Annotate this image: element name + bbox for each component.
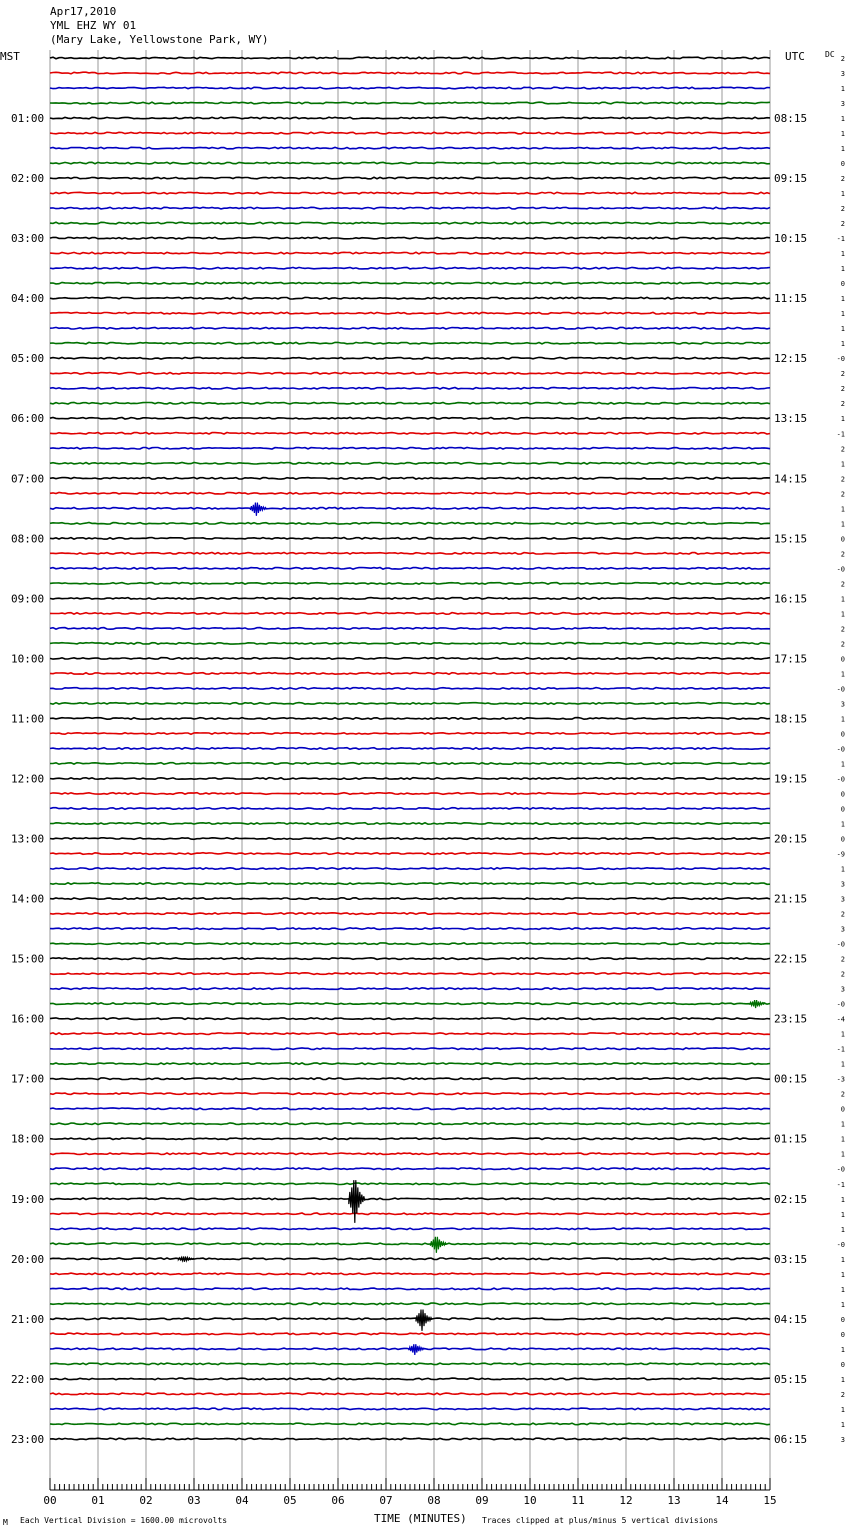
seismic-event-mark (409, 1344, 425, 1355)
trace-row (50, 282, 770, 284)
left-hour-label: 21:00 (11, 1312, 45, 1326)
dc-offset-value: 3 (840, 895, 845, 904)
left-hour-label: 10:00 (11, 652, 45, 666)
trace-row (50, 237, 770, 239)
dc-offset-value: -0 (836, 685, 845, 694)
x-tick-label: 10 (523, 1494, 537, 1507)
left-hour-label: 14:00 (11, 892, 45, 906)
dc-offset-value: 0 (840, 835, 845, 844)
trace-row (50, 793, 770, 795)
trace-row (50, 72, 770, 74)
x-tick-label: 12 (619, 1494, 633, 1507)
trace-row (50, 658, 770, 660)
dc-offset-value: 2 (840, 625, 845, 634)
x-axis-title: TIME (MINUTES) (374, 1512, 467, 1525)
dc-offset-value: -0 (836, 745, 845, 754)
dc-offset-value: 1 (840, 820, 845, 829)
dc-offset-value: -0 (836, 355, 845, 364)
trace-row (50, 853, 770, 855)
left-hour-label: 17:00 (11, 1072, 45, 1086)
trace-row (50, 1063, 770, 1065)
x-tick-label: 06 (331, 1494, 345, 1507)
trace-row (50, 628, 770, 630)
dc-offset-value: 1 (840, 1285, 845, 1294)
trace-row (50, 1243, 770, 1245)
trace-row (50, 162, 770, 164)
x-tick-label: 00 (43, 1494, 57, 1507)
left-hour-label: 04:00 (11, 292, 45, 306)
right-hour-label: 02:15 (774, 1192, 808, 1206)
trace-row (50, 1423, 770, 1425)
right-hour-label: 18:15 (774, 712, 808, 726)
trace-row (50, 928, 770, 930)
trace-row (50, 1198, 770, 1200)
dc-offset-value: 1 (840, 415, 845, 424)
dc-offset-value: 1 (840, 115, 845, 124)
plot-date: Apr17,2010 (50, 5, 117, 18)
trace-row (50, 868, 770, 870)
right-hour-label: 00:15 (774, 1072, 808, 1086)
trace-row (50, 267, 770, 269)
trace-row (50, 568, 770, 570)
trace-row (50, 898, 770, 900)
trace-row (50, 1018, 770, 1020)
dc-offset-value: 1 (840, 85, 845, 94)
dc-offset-value: 1 (840, 1135, 845, 1144)
dc-offset-value: 2 (840, 1090, 845, 1099)
right-hour-label: 23:15 (774, 1012, 808, 1026)
left-hour-label: 06:00 (11, 412, 45, 426)
dc-offset-value: -1 (836, 1180, 845, 1189)
trace-row (50, 538, 770, 540)
right-hour-label: 12:15 (774, 352, 808, 366)
dc-offset-value: 2 (840, 550, 845, 559)
dc-offset-value: 1 (840, 1420, 845, 1429)
trace-row (50, 1153, 770, 1155)
right-hour-label: 03:15 (774, 1252, 808, 1266)
trace-row (50, 297, 770, 299)
trace-row (50, 973, 770, 975)
dc-offset-value: 2 (840, 490, 845, 499)
trace-row (50, 132, 770, 134)
trace-row (50, 958, 770, 960)
dc-offset-value: 1 (840, 325, 845, 334)
trace-row (50, 312, 770, 314)
left-hour-label: 22:00 (11, 1372, 45, 1386)
trace-row (50, 102, 770, 104)
left-hour-label: 02:00 (11, 172, 45, 186)
dc-offset-value: 3 (840, 100, 845, 109)
trace-row (50, 1363, 770, 1365)
left-hour-label: 18:00 (11, 1132, 45, 1146)
seismic-event-mark (178, 1257, 194, 1262)
dc-offset-value: 2 (840, 220, 845, 229)
dc-offset-value: -1 (836, 430, 845, 439)
right-hour-label: 19:15 (774, 772, 808, 786)
dc-offset-value: 2 (840, 910, 845, 919)
dc-offset-value: -0 (836, 1000, 845, 1009)
trace-row (50, 1258, 770, 1260)
trace-row (50, 493, 770, 495)
right-hour-label: 20:15 (774, 832, 808, 846)
dc-offset-value: 1 (840, 250, 845, 259)
trace-row (50, 688, 770, 690)
trace-row (50, 417, 770, 419)
trace-row (50, 192, 770, 194)
trace-row (50, 1123, 770, 1125)
dc-offset-value: 3 (840, 985, 845, 994)
x-tick-label: 07 (379, 1494, 393, 1507)
trace-row (50, 838, 770, 840)
dc-offset-value: 1 (840, 1270, 845, 1279)
dc-offset-value: -0 (836, 1165, 845, 1174)
dc-offset-value: 2 (840, 205, 845, 214)
left-hour-label: 03:00 (11, 232, 45, 246)
dc-offset-value: 0 (840, 790, 845, 799)
dc-offset-value: 1 (840, 670, 845, 679)
trace-row (50, 943, 770, 945)
trace-row (50, 1378, 770, 1380)
left-hour-label: 01:00 (11, 112, 45, 126)
dc-offset-value: 1 (840, 595, 845, 604)
dc-offset-value: 1 (840, 760, 845, 769)
right-hour-label: 15:15 (774, 532, 808, 546)
dc-offset-value: 3 (840, 700, 845, 709)
dc-offset-value: 1 (840, 145, 845, 154)
trace-row (50, 1168, 770, 1170)
trace-row (50, 778, 770, 780)
trace-row (50, 613, 770, 615)
left-hour-label: 05:00 (11, 352, 45, 366)
right-hour-label: 06:15 (774, 1432, 808, 1446)
trace-row (50, 703, 770, 705)
dc-offset-value: 1 (840, 310, 845, 319)
dc-offset-value: 1 (840, 130, 845, 139)
dc-offset-value: 2 (840, 55, 845, 63)
left-hour-label: 16:00 (11, 1012, 45, 1026)
dc-offset-value: 1 (840, 520, 845, 529)
dc-offset-value: 1 (840, 865, 845, 874)
dc-offset-value: 1 (840, 1255, 845, 1264)
dc-offset-value: 2 (840, 445, 845, 454)
dc-offset-value: 0 (840, 730, 845, 739)
dc-offset-value: 3 (840, 925, 845, 934)
trace-row (50, 433, 770, 435)
left-hour-label: 13:00 (11, 832, 45, 846)
dc-offset-value: 1 (840, 265, 845, 274)
dc-offset-value: 1 (840, 1300, 845, 1309)
dc-offset-value: 3 (840, 70, 845, 79)
trace-row (50, 1438, 770, 1440)
trace-row (50, 252, 770, 254)
trace-row (50, 1108, 770, 1110)
x-tick-label: 13 (667, 1494, 681, 1507)
trace-row (50, 147, 770, 149)
trace-row (50, 87, 770, 89)
right-hour-label: 01:15 (774, 1132, 808, 1146)
dc-offset-value: 0 (840, 805, 845, 814)
trace-row (50, 117, 770, 119)
left-hour-label: 12:00 (11, 772, 45, 786)
dc-offset-value: 1 (840, 1150, 845, 1159)
corner-mark: M (3, 1518, 8, 1527)
dc-offset-value: 1 (840, 610, 845, 619)
right-hour-label: 16:15 (774, 592, 808, 606)
trace-row (50, 1273, 770, 1275)
dc-offset-value: 2 (840, 955, 845, 964)
dc-offset-value: -0 (836, 940, 845, 949)
dc-offset-value: 3 (840, 1435, 845, 1444)
trace-row (50, 372, 770, 374)
dc-offset-value: 2 (840, 1390, 845, 1399)
dc-offset-value: 0 (840, 1360, 845, 1369)
trace-row (50, 883, 770, 885)
trace-row (50, 1078, 770, 1080)
right-hour-label: 21:15 (774, 892, 808, 906)
trace-row (50, 643, 770, 645)
trace-row (50, 1048, 770, 1050)
dc-offset-value: -0 (836, 775, 845, 784)
x-tick-label: 01 (91, 1494, 105, 1507)
x-tick-label: 04 (235, 1494, 249, 1507)
dc-offset-value: 2 (840, 640, 845, 649)
dc-offset-value: 1 (840, 1210, 845, 1219)
trace-row (50, 718, 770, 720)
left-hour-label: 19:00 (11, 1192, 45, 1206)
dc-offset-value: -0 (836, 565, 845, 574)
dc-offset-header: DC (825, 50, 835, 59)
dc-offset-value: 2 (840, 385, 845, 394)
left-hour-label: 15:00 (11, 952, 45, 966)
dc-offset-value: 2 (840, 400, 845, 409)
dc-offset-value: 0 (840, 160, 845, 169)
trace-row (50, 57, 770, 59)
left-hour-label: 07:00 (11, 472, 45, 486)
trace-row (50, 673, 770, 675)
trace-row (50, 1408, 770, 1410)
dc-offset-value: 2 (840, 370, 845, 379)
trace-row (50, 583, 770, 585)
seismic-event-mark (250, 503, 266, 516)
dc-offset-value: -1 (836, 235, 845, 244)
x-tick-label: 15 (763, 1494, 777, 1507)
dc-offset-value: 1 (840, 340, 845, 349)
trace-row (50, 1003, 770, 1005)
trace-row (50, 748, 770, 750)
dc-offset-value: 2 (840, 175, 845, 184)
left-hour-label: 20:00 (11, 1252, 45, 1266)
right-hour-label: 13:15 (774, 412, 808, 426)
trace-row (50, 327, 770, 329)
right-hour-label: 14:15 (774, 472, 808, 486)
dc-offset-value: 1 (840, 1120, 845, 1129)
trace-row (50, 222, 770, 224)
right-hour-label: 11:15 (774, 292, 808, 306)
dc-offset-value: 0 (840, 655, 845, 664)
trace-row (50, 463, 770, 465)
x-tick-label: 11 (571, 1494, 585, 1507)
x-tick-label: 02 (139, 1494, 153, 1507)
trace-row (50, 478, 770, 480)
trace-row (50, 763, 770, 765)
dc-offset-value: 0 (840, 1315, 845, 1324)
trace-row (50, 1138, 770, 1140)
right-timezone-label: UTC (785, 50, 805, 63)
left-hour-label: 09:00 (11, 592, 45, 606)
dc-offset-value: 3 (840, 880, 845, 889)
trace-row (50, 207, 770, 209)
clipping-note: Traces clipped at plus/minus 5 vertical divisions (482, 1516, 719, 1525)
dc-offset-value: 0 (840, 280, 845, 289)
trace-row (50, 357, 770, 359)
right-hour-label: 17:15 (774, 652, 808, 666)
trace-row (50, 913, 770, 915)
trace-row (50, 1333, 770, 1335)
dc-offset-value: 1 (840, 1030, 845, 1039)
seismic-event-mark (430, 1237, 446, 1253)
trace-row (50, 1213, 770, 1215)
right-hour-label: 10:15 (774, 232, 808, 246)
trace-row (50, 1228, 770, 1230)
dc-offset-value: 1 (840, 295, 845, 304)
trace-row (50, 508, 770, 510)
x-tick-label: 08 (427, 1494, 441, 1507)
dc-offset-value: 1 (840, 1405, 845, 1414)
trace-row (50, 1183, 770, 1185)
right-hour-label: 09:15 (774, 172, 808, 186)
dc-offset-value: 1 (840, 460, 845, 469)
trace-row (50, 1318, 770, 1320)
dc-offset-value: 1 (840, 1345, 845, 1354)
dc-offset-value: 1 (840, 715, 845, 724)
dc-offset-value: 0 (840, 1105, 845, 1114)
left-hour-label: 11:00 (11, 712, 45, 726)
trace-row (50, 1393, 770, 1395)
seismic-event-mark (750, 1000, 766, 1008)
trace-row (50, 387, 770, 389)
x-tick-label: 14 (715, 1494, 729, 1507)
trace-row (50, 1033, 770, 1035)
dc-offset-value: 1 (840, 1225, 845, 1234)
dc-offset-value: 1 (840, 505, 845, 514)
x-tick-label: 09 (475, 1494, 489, 1507)
dc-offset-value: 2 (840, 580, 845, 589)
dc-offset-value: -1 (836, 1045, 845, 1054)
trace-row (50, 402, 770, 404)
dc-offset-value: 2 (840, 475, 845, 484)
right-hour-label: 22:15 (774, 952, 808, 966)
trace-row (50, 177, 770, 179)
station-code: YML EHZ WY 01 (50, 19, 137, 32)
left-timezone-label: MST (0, 50, 20, 63)
dc-offset-value: 1 (840, 190, 845, 199)
trace-row (50, 1288, 770, 1290)
dc-offset-value: -0 (836, 1240, 845, 1249)
trace-row (50, 808, 770, 810)
right-hour-label: 05:15 (774, 1372, 808, 1386)
trace-row (50, 1303, 770, 1305)
right-hour-label: 04:15 (774, 1312, 808, 1326)
right-hour-label: 08:15 (774, 112, 808, 126)
vertical-division-note: Each Vertical Division = 1600.00 microvolts (20, 1516, 228, 1525)
x-tick-label: 03 (187, 1494, 201, 1507)
trace-row (50, 523, 770, 525)
trace-row (50, 342, 770, 344)
dc-offset-value: 0 (840, 535, 845, 544)
trace-row (50, 988, 770, 990)
trace-row (50, 553, 770, 555)
seismic-event-mark (349, 1180, 365, 1223)
dc-offset-value: 1 (840, 1375, 845, 1384)
dc-offset-value: 0 (840, 1330, 845, 1339)
station-location: (Mary Lake, Yellowstone Park, WY) (50, 33, 269, 46)
x-tick-label: 05 (283, 1494, 297, 1507)
dc-offset-value: -9 (836, 850, 845, 859)
dc-offset-value: 1 (840, 1195, 845, 1204)
trace-row (50, 1093, 770, 1095)
trace-row (50, 823, 770, 825)
dc-offset-value: 1 (840, 1060, 845, 1069)
left-hour-label: 08:00 (11, 532, 45, 546)
trace-row (50, 733, 770, 735)
dc-offset-value: -4 (836, 1015, 845, 1024)
dc-offset-value: 2 (840, 970, 845, 979)
dc-offset-value: -3 (836, 1075, 845, 1084)
left-hour-label: 23:00 (11, 1432, 45, 1446)
trace-row (50, 598, 770, 600)
trace-row (50, 448, 770, 450)
seismic-event-mark (416, 1310, 432, 1331)
